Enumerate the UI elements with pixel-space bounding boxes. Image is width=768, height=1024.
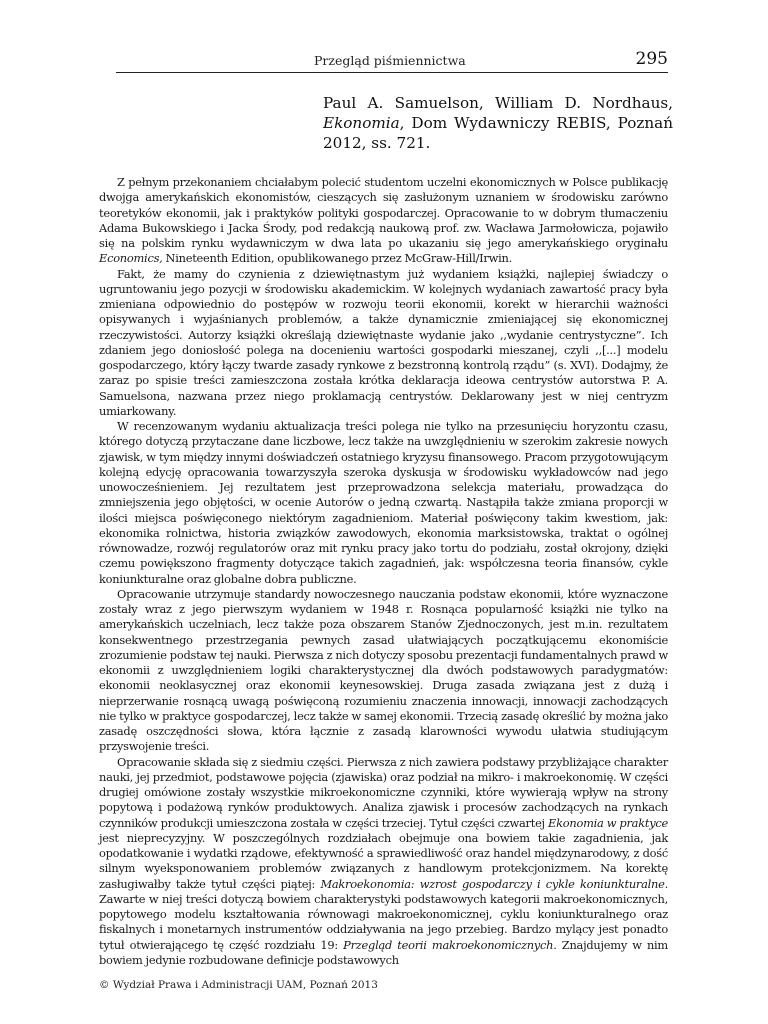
paragraph-3: W recenzowanym wydaniu aktualizacja treści polega nie tylko na przesunięciu horyzontu czasu, którego dotyczą przytaczane dane liczbowe, lecz także na uwzględnieniu w szerokim zakresie nowych zjawisk, w tym między innymi doświadczeń ostatniego kryzysu finansowego. Pracom przygotowującym kolejną edycję opracowania towarzyszyła szeroka dyskusja w środowisku wykładowców nad jego unowocześnieniem. Jej rezultatem jest przeprowadzona selekcja materiału, prowadząca do zmniejszenia jego objętości, w ocenie Autorów o jedną czwartą. Nastąpiła także zmiana proporcji w ilości miejsca poświęconego niektórym zagadnieniom. Materiał poświęcony takim kwestiom, jak: ekonomika rolnictwa, historia związków zawodowych, ekonomia marksistowska, traktat o ogólnej równowadze, rozwój regulatorów oraz mit rynku pracy jako tortu do podziału, został okrojony, dzięki czemu powiększono fragmenty dotyczące takich zagadnień, jak: współczesna teoria finansów, cykle koniunkturalne oraz globalne dobra publiczne. <box>99 419 668 586</box>
paragraph-1 <box>99 175 668 267</box>
paragraph-5-italic-2: Makroekonomia: wzrost gospodarczy i cykle koniunkturalne <box>320 876 665 891</box>
running-title: Przegląd piśmiennictwa <box>314 53 466 68</box>
page-number: 295 <box>635 49 668 69</box>
paragraph-4: Opracowanie utrzymuje standardy nowoczesnego nauczania podstaw ekonomii, które wyznaczone zostały wraz z jego pierwszym wydaniem w 1948 r. Rosnąca popularność książki nie tylko na amerykańskich uczelniach, lecz także poza obszarem Stanów Zjednoczonych, jest m.in. rezultatem konsekwentnego przestrzegania pewnych zasad ułatwiających początkującemu ekonomiście zrozumienie podstaw tej nauki. Pierwsza z nich dotyczy sposobu prezentacji fundamentalnych prawd w ekonomii z uwzględnieniem logiki charakterystycznej dla dwóch podstawowych paradygmatów: ekonomii neoklasycznej oraz ekonomii keynesowskiej. Druga zasada związana jest z dużą i nieprzerwanie rosnącą uwagą poświęconą rozumieniu znaczenia innowacji, innowacji zachodzących nie tylko w praktyce gospodarczej, lecz także w samej ekonomii. Trzecią zasadę określić by można jako zasadę oszczędności słowa, która łącznie z zasadą klarowności wywodu ułatwia studiującym przyswojenie treści. <box>99 586 668 754</box>
paragraph-1-text-a: Z pełnym przekonaniem chciałabym polecić studentom uczelni ekonomicznych w Polsce publikację dwojga amerykańskich ekonomistów, cieszących się zasłużonym uznaniem w środowisku zarówno teoretyków ekonomii, jak i praktyków polityki gospodarczej. Opracowanie to w dobrym tłumaczeniu Adama Bukowskiego i Jacka Środy, pod redakcją naukową prof. zw. Wacława Jarmołowicza, pojawiło się na polskim rynku wydawniczym w dwa lata po ukazaniu się jego amerykańskiego oryginału <box>99 175 668 250</box>
copyright-footer: © Wydział Prawa i Administracji UAM, Poznań 2013 <box>99 979 378 991</box>
paragraph-2: Fakt, że mamy do czynienia z dziewiętnastym już wydaniem książki, najlepiej świadczy o ugruntowaniu jego pozycji w środowisku akademickim. W kolejnych wydaniach zawartość pracy była zmieniana odpowiednio do postępów w rozwoju teorii ekonomii, korekt w hierarchii ważności opisywanych i wyjaśnianych problemów, a także dynamicznie zmieniającej się ekonomicznej rzeczywistości. Autorzy książki określają dziewiętnaste wydanie jako ,,wydanie centrystyczne”. Ich zdaniem jego doniosłość polega na docenieniu wartości gospodarki mieszanej, czyli ,,[...] modelu gospodarczego, który łączy twarde zasady rynkowe z bezstronną kontrolą rządu” (s. XVI). Dodajmy, że zaraz po spisie treści zamieszczona została krótka deklaracja ideowa centrystów autorstwa P. A. Samuelsona, nazwana przez niego proklamacją centrystów. Deklarowany jest w niej centryzm umiarkowany. <box>99 266 668 418</box>
paragraph-5 <box>99 755 668 969</box>
book-citation <box>323 93 673 153</box>
paragraph-5-text-c: . Zawarte w niej treści dotyczą bowiem charakterystyki podstawowych kategorii makroekonomicznych, popytowego modelu kształtowania równowagi makroekonomicznej, cyklu koniunkturalnego oraz fiskalnych i monetarnych instrumentów oddziaływania na jego przebieg. Bardzo mylący jest ponadto tytuł otwierającego tę część rozdziału 19: <box>99 876 668 952</box>
paragraph-5-italic-1: Ekonomia w praktyce <box>548 815 668 830</box>
running-header <box>116 48 668 73</box>
citation-publisher: , Dom Wydawniczy REBIS, Poznań 2012, ss. 721. <box>323 114 673 152</box>
paragraph-5-text-a: Opracowanie składa się z siedmiu części. Pierwsza z nich zawiera podstawy przybliżające charakter nauki, jej przedmiot, podstawowe pojęcia (zjawiska) oraz podział na mikro- i makroekonomię. W części drugiej omówione zostały wszystkie mikroekonomiczne czynniki, które wywierają wpływ na strony popytową i podażową rynków produktowych. Analiza zjawisk i procesów zachodzących na rynkach czynników produkcji umieszczona została w części trzeciej. Tytuł części czwartej <box>99 754 668 830</box>
paragraph-1-italic: Economics, <box>99 251 163 266</box>
paragraph-5-text-d: . Znajdujemy w nim bowiem jedynie rozbudowane definicje podstawowych <box>99 937 668 967</box>
paragraph-1-text-b: Nineteenth Edition, opublikowanego przez McGraw-Hill/Irwin. <box>162 251 512 266</box>
review-body <box>99 175 668 968</box>
paragraph-5-italic-3: Przegląd teorii makroekonomicznych <box>343 937 554 952</box>
paragraph-5-text-b: jest nieprecyzyjny. W poszczególnych rozdziałach obejmuje ona bowiem takie zagadnienia, jak opodatkowanie i wydatki rządowe, efektywność a sprawiedliwość oraz handel międzynarodowy, z dość silnym wyeksponowaniem problemów związanych z handlowym protekcjonizmem. Na korektę zasługiwałby także tytuł części piątej: <box>99 830 668 891</box>
citation-book-title: Ekonomia <box>323 114 400 132</box>
citation-authors: Paul A. Samuelson, William D. Nordhaus, <box>323 94 673 112</box>
